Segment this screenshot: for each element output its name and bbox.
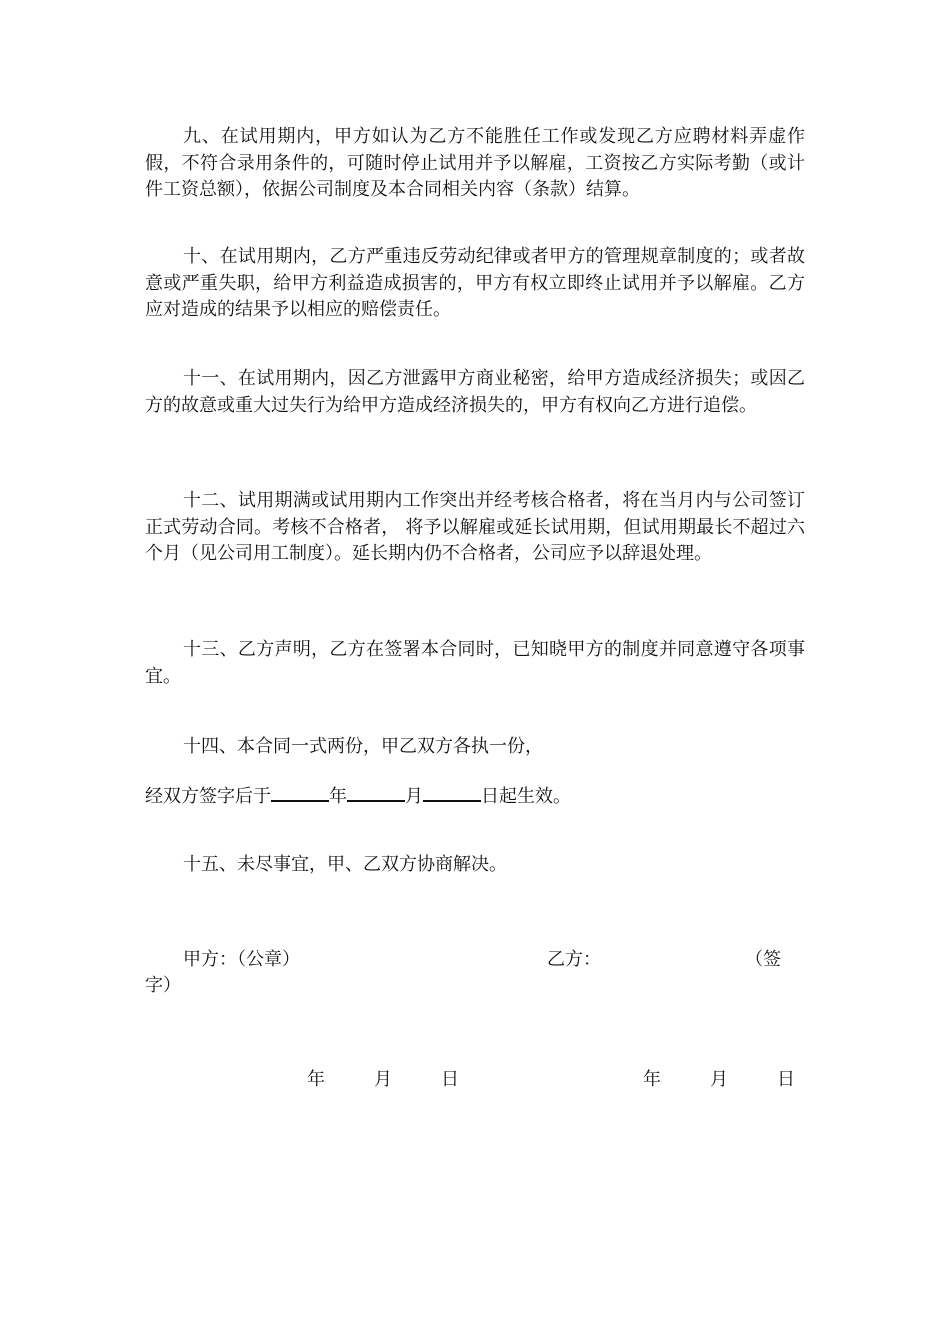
- party-b-label: 乙方：: [547, 949, 601, 970]
- party-a-label: 甲方：（公章）: [183, 949, 300, 970]
- sign-close: 字）: [145, 975, 181, 996]
- sign-open: （签: [745, 949, 781, 970]
- effective-prefix: 经双方签字后于: [145, 786, 271, 807]
- clause-9: 九、在试用期内，甲方如认为乙方不能胜任工作或发现乙方应聘材料弄虚作假，不符合录用条件的，可随时停止试用并予以解雇，工资按乙方实际考勤（或计件工资总额），依据公司制度及本合同相关内容（条款）结算。: [145, 126, 805, 200]
- month-blank[interactable]: [347, 782, 405, 802]
- year-blank[interactable]: [271, 782, 329, 802]
- clause-13: 十三、乙方声明，乙方在签署本合同时，已知晓甲方的制度并同意遵守各项事宜。: [145, 639, 805, 687]
- effective-date-line: [145, 782, 571, 810]
- clause-12: 十二、试用期满或试用期内工作突出并经考核合格者，将在当月内与公司签订正式劳动合同。考核不合格者， 将予以解雇或延长试用期，但试用期最长不超过六个月（见公司用工制度）。延长期内仍不合格者，公司应予以辞退处理。: [145, 490, 805, 564]
- effective-suffix: 日起生效。: [481, 786, 571, 807]
- left-date-month: 月: [374, 1069, 392, 1090]
- right-date-day: 日: [777, 1069, 795, 1090]
- left-date-day: 日: [441, 1069, 459, 1090]
- right-date-year: 年: [643, 1069, 661, 1090]
- day-blank[interactable]: [423, 782, 481, 802]
- effective-month-label: 月: [405, 786, 423, 807]
- left-date-year: 年: [307, 1069, 325, 1090]
- effective-year-label: 年: [329, 786, 347, 807]
- clause-15: 十五、未尽事宜，甲、乙双方协商解决。: [183, 854, 507, 875]
- right-date-month: 月: [710, 1069, 728, 1090]
- clause-11: 十一、在试用期内，因乙方泄露甲方商业秘密，给甲方造成经济损失；或因乙方的故意或重大过失行为给甲方造成经济损失的，甲方有权向乙方进行追偿。: [145, 368, 805, 416]
- clause-14: 十四、本合同一式两份，甲乙双方各执一份，: [183, 736, 543, 757]
- clause-10: 十、在试用期内，乙方严重违反劳动纪律或者甲方的管理规章制度的；或者故意或严重失职，给甲方利益造成损害的，甲方有权立即终止试用并予以解雇。乙方应对造成的结果予以相应的赔偿责任。: [145, 246, 805, 320]
